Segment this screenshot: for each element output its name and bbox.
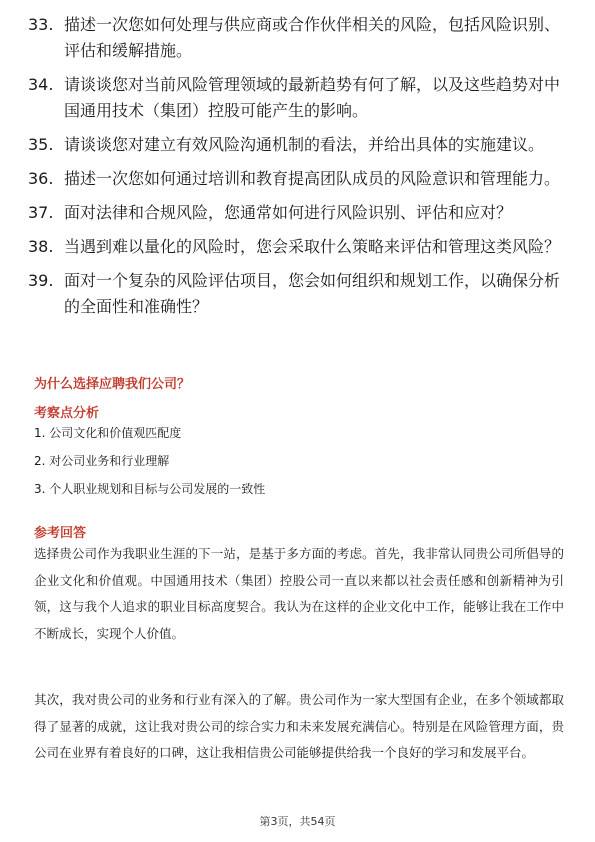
question-number: 39. [28, 271, 54, 290]
question-item [28, 268, 573, 320]
analysis-list [34, 425, 574, 509]
question-number: 38. [28, 237, 54, 256]
page-footer: 第3页，共54页 [259, 815, 336, 828]
question-list [28, 12, 573, 328]
question-item [28, 132, 573, 158]
answer-title: 参考回答 [34, 526, 87, 541]
question-text: 请谈谈您对当前风险管理领域的最新趋势有何了解，以及这些趋势对中国通用技术（集团）控股可能产生的影响。 [64, 75, 561, 120]
question-text: 当遇到难以量化的风险时，您会采取什么策略来评估和管理这类风险？ [64, 237, 561, 256]
question-number: 37. [28, 203, 54, 222]
question-number: 34. [28, 75, 54, 94]
question-number: 33. [28, 15, 54, 34]
section-title: 为什么选择应聘我们公司？ [34, 377, 191, 392]
question-item [28, 72, 573, 124]
question-text: 面对法律和合规风险，您通常如何进行风险识别、评估和应对？ [64, 203, 513, 222]
question-text: 面对一个复杂的风险评估项目，您会如何组织和规划工作，以确保分析的全面性和准确性？ [64, 271, 561, 316]
question-number: 36. [28, 169, 54, 188]
answer-paragraph: 选择贵公司作为我职业生涯的下一站，是基于多方面的考虑。首先，我非常认同贵公司所倡导的企业文化和价值观。中国通用技术（集团）控股公司一直以来都以社会责任感和创新精神为引领，这与我个人追求的职业目标高度契合。我认为在这样的企业文化中工作，能够让我在工作中不断成长，实现个人价值。 [34, 546, 564, 641]
analysis-item: 1. 公司文化和价值观匹配度 [34, 426, 182, 440]
question-text: 描述一次您如何处理与供应商或合作伙伴相关的风险，包括风险识别、评估和缓解措施。 [64, 15, 561, 60]
answer-paragraph: 其次，我对贵公司的业务和行业有深入的了解。贵公司作为一家大型国有企业，在多个领域都取得了显著的成就，这让我对贵公司的综合实力和未来发展充满信心。特别是在风险管理方面，贵公司在业界有着良好的口碑，这让我相信贵公司能够提供给我一个良好的学习和发展平台。 [34, 692, 564, 760]
analysis-item: 3. 个人职业规划和目标与公司发展的一致性 [34, 482, 266, 496]
question-item [28, 234, 573, 260]
question-number: 35. [28, 135, 54, 154]
question-text: 请谈谈您对建立有效风险沟通机制的看法，并给出具体的实施建议。 [64, 135, 545, 154]
question-item [28, 200, 573, 226]
question-text: 描述一次您如何通过培训和教育提高团队成员的风险意识和管理能力。 [64, 169, 561, 188]
question-item [28, 12, 573, 64]
analysis-title: 考察点分析 [34, 406, 100, 421]
analysis-item: 2. 对公司业务和行业理解 [34, 454, 170, 468]
question-item [28, 166, 573, 192]
